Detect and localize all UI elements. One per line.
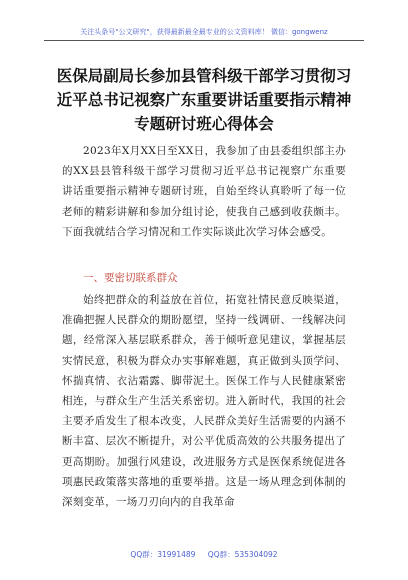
page-title: 医保局副局长参加县管科级干部学习贯彻习近平总书记视察广东重要讲话重要指示精神专题研讨班心得体会 <box>56 67 352 133</box>
footer-qq-group-1: QQ群：31991489 <box>130 550 196 559</box>
paragraph-intro: 2023年X月XX日至XX日，我参加了由县委组织部主办的XX县县管科级干部学习贯彻习近平总书记视察广东重要讲话重要指示精神专题研讨班，自始至终认真聆听了每一位老师的精彩讲解和参加分组讨论，使我自己感到收获颇丰。下面我就结合学习情况和工作实际谈此次学习体会感受。 <box>62 145 346 238</box>
header-divider <box>44 40 364 41</box>
paragraph-section-1: 始终把群众的利益放在首位，拓宽社情民意反映渠道，准确把握人民群众的期盼愿望，坚持一线调研、一线解决问题，经常深入基层联系群众，善于倾听意见建议，掌握基层实情民意，积极为群众办实事解难题，真正做到头顶学问、怀揣真情、衣沾霜露、脚带泥土。医保工作与人民健康紧密相连，与群众生产生活关系密切。进入新时代，我国的社会主要矛盾发生了根本改变，人民群众美好生活需要的内涵不断丰富、层次不断提升，对公平优质高效的公共服务提出了更高期盼。加强行风建设，改进服务方式是医保系统促进各项惠民政策落实落地的重要举措。这是一场从理念到体制的深刻变革，一场刀刃向内的自我革命 <box>62 294 346 509</box>
footer <box>44 549 364 560</box>
footer-qq-group-2: QQ群：535304092 <box>207 550 278 559</box>
section-heading: 一、要密切联系群众 <box>83 272 178 284</box>
header-banner: 关注头条号"公文研究"，获得最新最全最专业的公文资料库！ 微信：gongwenz <box>80 28 328 36</box>
